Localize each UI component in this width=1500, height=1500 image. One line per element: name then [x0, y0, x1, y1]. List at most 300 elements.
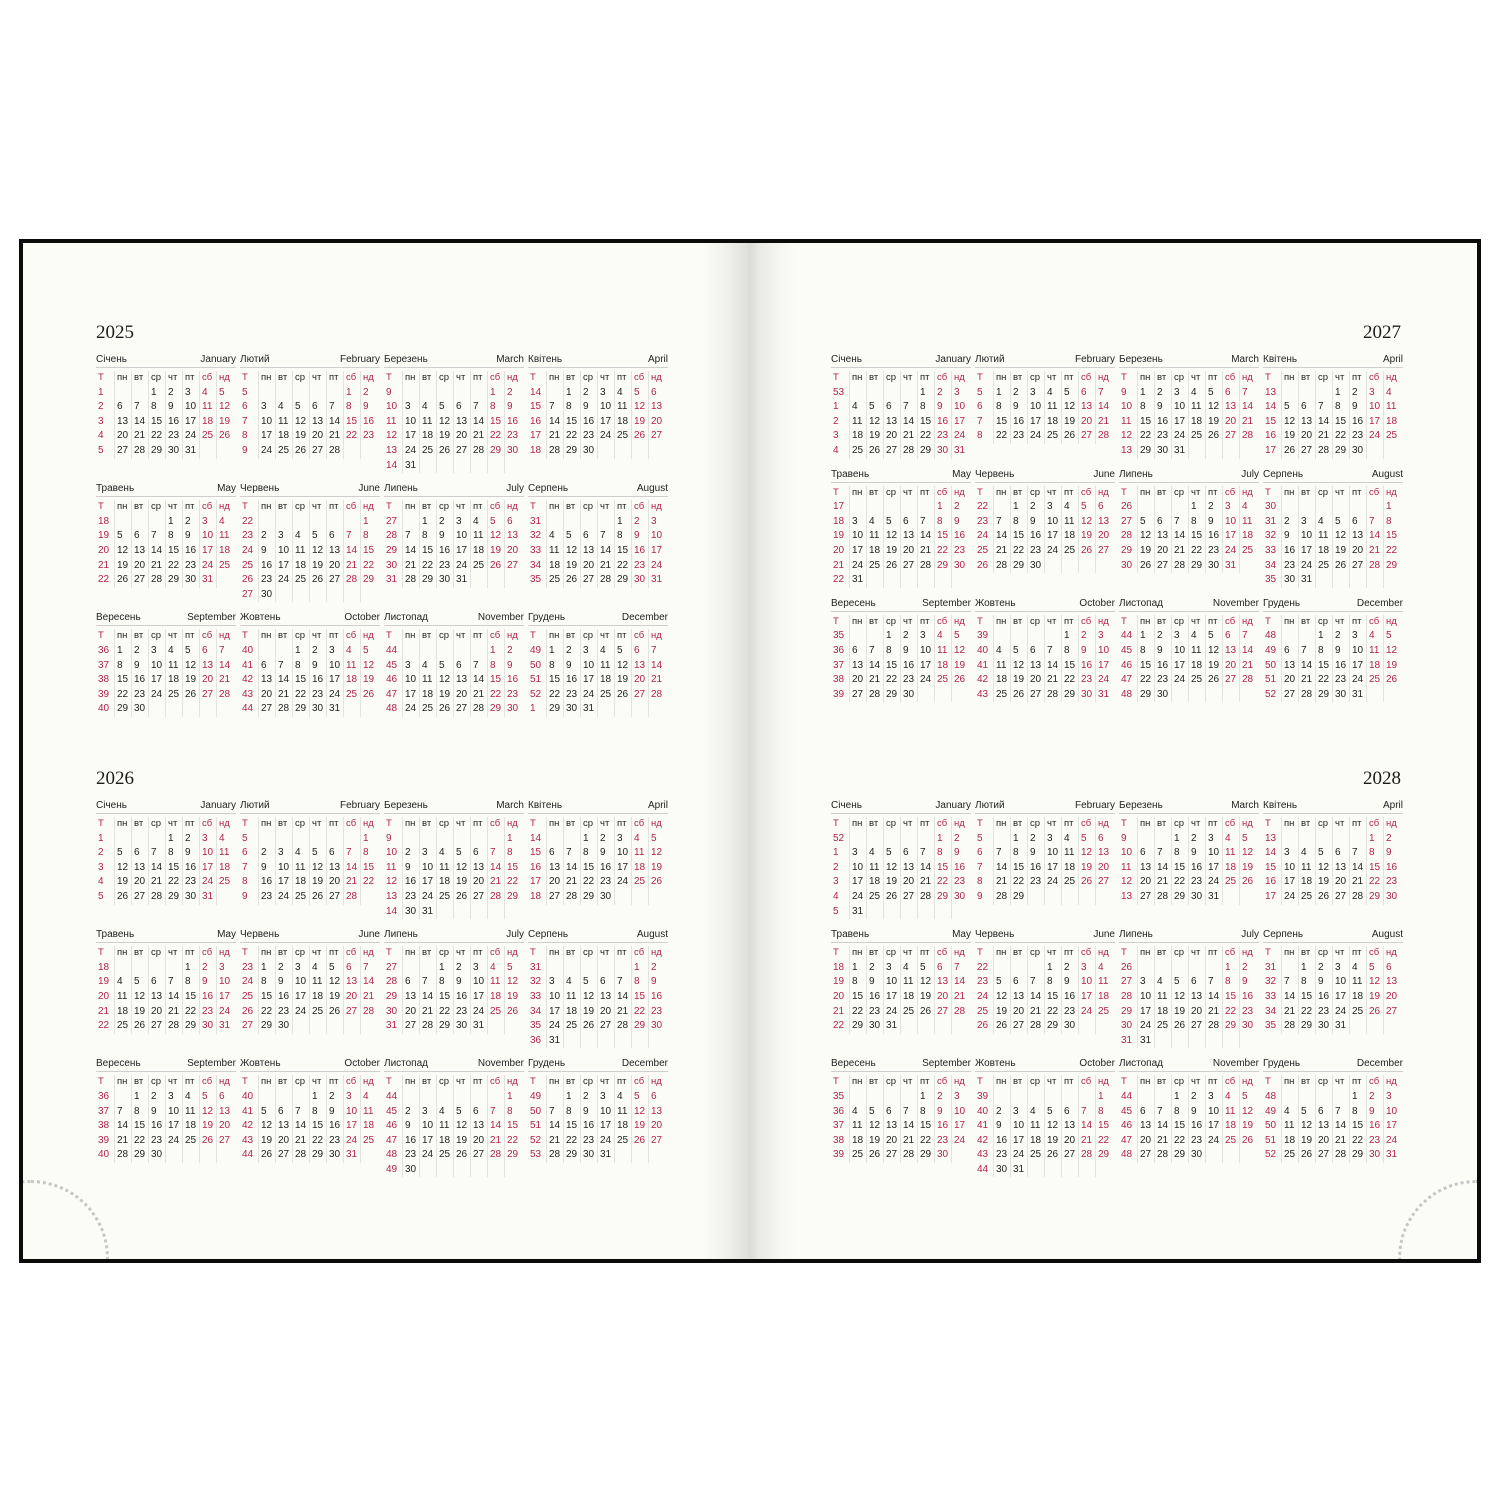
week-number: 42: [242, 1120, 254, 1132]
day-cell: 28: [402, 573, 419, 588]
day-cell: 17: [343, 1119, 360, 1134]
month-name-en: November: [477, 1058, 524, 1070]
week-number: 35: [833, 1090, 845, 1102]
day-cell: 24: [917, 673, 934, 688]
day-cell: 7: [470, 659, 487, 674]
day-cell: 18: [1061, 861, 1078, 876]
day-cell: [993, 1090, 1010, 1105]
months-grid: [831, 353, 1401, 702]
week-number: 31: [530, 961, 542, 973]
day-cell: [199, 702, 216, 717]
day-cell: 28: [1078, 1148, 1095, 1163]
day-cell: [1154, 1090, 1171, 1105]
day-cell: 15: [504, 1119, 521, 1134]
day-cell: 19: [1137, 544, 1154, 559]
weekday-header: ср: [148, 500, 165, 515]
day-cell: 20: [934, 990, 951, 1005]
day-cell: [1349, 573, 1366, 588]
day-cell: 4: [182, 1090, 199, 1105]
day-cell: 13: [275, 1119, 292, 1134]
weekday-header: пт: [182, 500, 199, 515]
day-cell: 5: [631, 1090, 648, 1105]
day-cell: [993, 500, 1010, 515]
week-number: 33: [530, 990, 542, 1002]
week-number: 53: [833, 386, 845, 398]
day-cell: 8: [1298, 975, 1315, 990]
day-cell: 11: [614, 1105, 631, 1120]
day-cell: 13: [1154, 529, 1171, 544]
day-cell: 2: [148, 1090, 165, 1105]
day-cell: 18: [343, 673, 360, 688]
day-cell: 10: [419, 1119, 436, 1134]
month-april: [528, 353, 668, 473]
day-cell: 20: [453, 688, 470, 703]
day-cell: 8: [1383, 515, 1400, 530]
day-cell: 22: [131, 1134, 148, 1149]
day-cell: 29: [1044, 1019, 1061, 1034]
day-cell: 21: [343, 559, 360, 574]
day-cell: [470, 1090, 487, 1105]
day-cell: 20: [199, 673, 216, 688]
day-cell: 8: [343, 400, 360, 415]
day-cell: 3: [402, 659, 419, 674]
week-number: 49: [1265, 1105, 1277, 1117]
day-cell: 9: [148, 1105, 165, 1120]
day-cell: 28: [487, 890, 504, 905]
day-cell: 2: [597, 832, 614, 847]
day-cell: 6: [546, 846, 563, 861]
month-name-en: August: [636, 929, 668, 941]
week-number: 23: [977, 976, 989, 988]
day-cell: 10: [849, 529, 866, 544]
day-cell: 7: [114, 1105, 131, 1120]
day-cell: 8: [504, 1105, 521, 1120]
weekday-header: пн: [546, 629, 563, 644]
day-cell: 29: [504, 1148, 521, 1163]
day-cell: 13: [131, 544, 148, 559]
day-cell: 18: [419, 688, 436, 703]
day-cell: 25: [275, 444, 292, 459]
day-cell: 29: [917, 1148, 934, 1163]
week-number: 34: [530, 1005, 542, 1017]
week-number: 42: [977, 674, 989, 686]
weekday-header: пт: [1061, 946, 1078, 961]
day-cell: 5: [1383, 629, 1400, 644]
day-cell: 24: [1171, 673, 1188, 688]
day-cell: 2: [275, 961, 292, 976]
day-cell: 4: [1222, 1090, 1239, 1105]
week-number: 49: [1265, 644, 1277, 656]
day-cell: 18: [546, 559, 563, 574]
day-cell: 25: [1061, 544, 1078, 559]
week-number: 17: [530, 430, 542, 442]
week-number: 45: [386, 659, 398, 671]
month-divider: [96, 625, 236, 626]
day-cell: 30: [1188, 1148, 1205, 1163]
day-cell: 12: [1044, 1119, 1061, 1134]
day-cell: [917, 573, 934, 588]
weekday-header: нд: [360, 817, 377, 832]
weekday-header: пн: [258, 817, 275, 832]
day-cell: 29: [114, 702, 131, 717]
day-cell: [453, 832, 470, 847]
day-cell: [1315, 832, 1332, 847]
week-number: 2: [98, 847, 104, 859]
day-cell: 6: [1332, 846, 1349, 861]
month-day-grid: [1263, 615, 1403, 703]
day-cell: 18: [849, 429, 866, 444]
day-cell: 3: [597, 1090, 614, 1105]
day-cell: 28: [1171, 559, 1188, 574]
week-number: 18: [833, 961, 845, 973]
day-cell: 6: [326, 846, 343, 861]
day-cell: 7: [1239, 386, 1256, 401]
weekday-header: пт: [1061, 371, 1078, 386]
day-cell: 13: [1281, 659, 1298, 674]
day-cell: 26: [1239, 875, 1256, 890]
day-cell: 23: [504, 429, 521, 444]
day-cell: 23: [1078, 673, 1095, 688]
day-cell: 12: [614, 659, 631, 674]
day-cell: 15: [1366, 861, 1383, 876]
day-cell: 31: [883, 1019, 900, 1034]
day-cell: 20: [1078, 415, 1095, 430]
week-number-header: Т: [98, 818, 104, 829]
week-number: 16: [1265, 876, 1277, 888]
day-cell: 15: [934, 529, 951, 544]
month-day-grid: [240, 629, 380, 717]
day-cell: 25: [1281, 1148, 1298, 1163]
day-cell: 30: [402, 1163, 419, 1178]
day-cell: 11: [1154, 990, 1171, 1005]
month-header: [528, 482, 668, 495]
day-cell: 4: [1281, 1105, 1298, 1120]
day-cell: 30: [900, 688, 917, 703]
day-cell: 4: [1366, 629, 1383, 644]
day-cell: 25: [343, 688, 360, 703]
day-cell: [849, 500, 866, 515]
day-cell: [436, 459, 453, 474]
month-name-en: June: [1093, 468, 1115, 480]
weekday-header: чт: [453, 371, 470, 386]
day-cell: [292, 515, 309, 530]
day-cell: 21: [487, 1134, 504, 1149]
day-cell: 26: [487, 559, 504, 574]
week-number: 40: [98, 703, 110, 715]
day-cell: 2: [1154, 629, 1171, 644]
day-cell: 18: [614, 1119, 631, 1134]
month-name-en: June: [1093, 929, 1115, 941]
day-cell: 17: [1222, 529, 1239, 544]
day-cell: 8: [546, 659, 563, 674]
day-cell: 24: [470, 1005, 487, 1020]
day-cell: [343, 444, 360, 459]
weekday-header: пн: [993, 1075, 1010, 1090]
day-cell: 8: [1188, 515, 1205, 530]
weekday-header: вт: [1298, 371, 1315, 386]
day-cell: 3: [1095, 629, 1112, 644]
week-number: 44: [1121, 630, 1133, 642]
day-cell: 6: [1315, 1105, 1332, 1120]
weekday-header: вт: [866, 615, 883, 630]
day-cell: [453, 459, 470, 474]
week-number: 44: [386, 1090, 398, 1102]
day-cell: 27: [216, 1134, 233, 1149]
day-cell: 6: [1095, 832, 1112, 847]
day-cell: 8: [993, 400, 1010, 415]
day-cell: 1: [309, 1090, 326, 1105]
month-february: [975, 353, 1115, 459]
day-cell: 8: [934, 846, 951, 861]
weekday-header: пт: [1205, 486, 1222, 501]
day-cell: [419, 644, 436, 659]
day-cell: 10: [258, 415, 275, 430]
day-cell: [1078, 1163, 1095, 1178]
day-cell: 25: [1298, 890, 1315, 905]
day-cell: 24: [1332, 1005, 1349, 1020]
day-cell: 7: [1349, 846, 1366, 861]
day-cell: 22: [917, 429, 934, 444]
day-cell: 17: [216, 990, 233, 1005]
day-cell: 14: [470, 673, 487, 688]
day-cell: [934, 905, 951, 920]
weekday-header: нд: [951, 615, 968, 630]
day-cell: 20: [648, 415, 665, 430]
weekday-header: сб: [487, 946, 504, 961]
week-number: 29: [1121, 1005, 1133, 1017]
day-cell: 9: [580, 400, 597, 415]
day-cell: 23: [165, 429, 182, 444]
week-number: 6: [977, 401, 983, 413]
day-cell: 6: [1078, 386, 1095, 401]
day-cell: 15: [1061, 659, 1078, 674]
month-day-grid: [1119, 817, 1259, 905]
day-cell: 6: [1383, 961, 1400, 976]
day-cell: 30: [1078, 688, 1095, 703]
day-cell: 3: [1044, 832, 1061, 847]
month-divider: [1119, 942, 1259, 943]
day-cell: 21: [546, 1134, 563, 1149]
day-cell: [258, 1090, 275, 1105]
day-cell: 24: [1298, 559, 1315, 574]
day-cell: 11: [900, 975, 917, 990]
day-cell: 9: [1315, 975, 1332, 990]
day-cell: 26: [1171, 1019, 1188, 1034]
month-may: [96, 928, 236, 1048]
week-number: 11: [386, 415, 397, 427]
day-cell: [343, 702, 360, 717]
month-day-grid: [1263, 486, 1403, 588]
day-cell: [993, 629, 1010, 644]
day-cell: 17: [546, 1005, 563, 1020]
day-cell: 2: [563, 644, 580, 659]
day-cell: 29: [165, 890, 182, 905]
day-cell: [419, 1090, 436, 1105]
day-cell: [1239, 688, 1256, 703]
weekday-header: ср: [580, 629, 597, 644]
day-cell: 10: [951, 1105, 968, 1120]
day-cell: 6: [580, 529, 597, 544]
day-cell: 30: [1061, 1019, 1078, 1034]
week-number: 39: [98, 688, 110, 700]
week-number: 41: [977, 659, 989, 671]
day-cell: 31: [199, 573, 216, 588]
month-header: [1263, 597, 1403, 610]
day-cell: 19: [114, 559, 131, 574]
day-cell: 17: [275, 875, 292, 890]
day-cell: 4: [436, 846, 453, 861]
day-cell: 11: [470, 529, 487, 544]
weekday-header: чт: [900, 615, 917, 630]
day-cell: 5: [1315, 846, 1332, 861]
week-number: 20: [98, 990, 110, 1002]
day-cell: 15: [487, 415, 504, 430]
months-grid: [96, 353, 666, 717]
day-cell: [580, 961, 597, 976]
day-cell: 15: [883, 659, 900, 674]
week-number: 9: [1121, 832, 1127, 844]
day-cell: 27: [1010, 1019, 1027, 1034]
weekday-header: сб: [1222, 486, 1239, 501]
day-cell: [1078, 1019, 1095, 1034]
week-number: 38: [98, 674, 110, 686]
weekday-header: чт: [1332, 371, 1349, 386]
week-number: 9: [242, 444, 248, 456]
months-grid: [831, 799, 1401, 1177]
month-name-ua: Травень: [831, 468, 870, 480]
week-number: 25: [242, 559, 254, 571]
day-cell: [1171, 688, 1188, 703]
day-cell: [309, 588, 326, 603]
day-cell: 15: [165, 861, 182, 876]
day-cell: 6: [1222, 386, 1239, 401]
day-cell: [199, 1148, 216, 1163]
day-cell: 23: [1349, 429, 1366, 444]
day-cell: 23: [199, 1005, 216, 1020]
day-cell: [883, 386, 900, 401]
month-name-en: October: [1079, 597, 1115, 609]
day-cell: 20: [114, 429, 131, 444]
month-name-en: March: [1231, 800, 1259, 811]
day-cell: 10: [1171, 644, 1188, 659]
day-cell: 1: [487, 644, 504, 659]
weekday-header: пн: [1137, 817, 1154, 832]
month-september: [831, 1057, 971, 1177]
weekday-header: чт: [453, 629, 470, 644]
day-cell: 21: [1154, 1134, 1171, 1149]
day-cell: [275, 1090, 292, 1105]
day-cell: 2: [1239, 961, 1256, 976]
day-cell: 11: [597, 659, 614, 674]
day-cell: 14: [470, 415, 487, 430]
weekday-header: ср: [1315, 371, 1332, 386]
week-number: 23: [242, 530, 254, 542]
day-cell: [487, 1090, 504, 1105]
day-cell: 5: [114, 529, 131, 544]
day-cell: 28: [275, 702, 292, 717]
day-cell: [1027, 890, 1044, 905]
weekday-header: нд: [216, 946, 233, 961]
day-cell: 8: [1061, 644, 1078, 659]
month-divider: [384, 942, 524, 943]
month-header: [384, 611, 524, 624]
weekday-header: нд: [1383, 615, 1400, 630]
day-cell: 22: [1366, 875, 1383, 890]
weekday-header: пт: [614, 817, 631, 832]
day-cell: 26: [866, 444, 883, 459]
day-cell: 18: [1061, 529, 1078, 544]
day-cell: 19: [258, 1134, 275, 1149]
day-cell: 21: [165, 1005, 182, 1020]
month-name-ua: Жовтень: [240, 1058, 281, 1070]
day-cell: [114, 386, 131, 401]
day-cell: 19: [563, 559, 580, 574]
day-cell: 23: [182, 559, 199, 574]
day-cell: 28: [1298, 688, 1315, 703]
month-name-ua: Квітень: [528, 354, 563, 365]
day-cell: 11: [993, 659, 1010, 674]
month-name-ua: Березень: [384, 800, 428, 811]
day-cell: 25: [934, 673, 951, 688]
day-cell: 29: [182, 1019, 199, 1034]
day-cell: 2: [326, 1090, 343, 1105]
week-number: 36: [98, 644, 110, 656]
week-number: 32: [1265, 530, 1277, 542]
day-cell: 22: [934, 544, 951, 559]
month-october: [240, 611, 380, 717]
day-cell: 6: [470, 1105, 487, 1120]
day-cell: 4: [866, 846, 883, 861]
month-header: [831, 597, 971, 610]
weekday-header: сб: [199, 1075, 216, 1090]
day-cell: 24: [1281, 890, 1298, 905]
day-cell: [917, 688, 934, 703]
week-number: 17: [1265, 444, 1277, 456]
month-name-ua: Квітень: [528, 800, 563, 811]
day-cell: 14: [951, 975, 968, 990]
day-cell: 21: [900, 1134, 917, 1149]
day-cell: 20: [1188, 1005, 1205, 1020]
day-cell: [883, 573, 900, 588]
month-header: [528, 353, 668, 366]
week-number: 46: [386, 1120, 398, 1132]
weekday-header: чт: [165, 371, 182, 386]
day-cell: 14: [917, 861, 934, 876]
day-cell: 28: [487, 1148, 504, 1163]
weekday-header: вт: [275, 500, 292, 515]
weekday-header: пт: [1061, 1075, 1078, 1090]
weekday-header: вт: [1010, 486, 1027, 501]
weekday-header: пн: [546, 500, 563, 515]
day-cell: 21: [148, 559, 165, 574]
week-number: 41: [242, 659, 254, 671]
day-cell: 24: [1349, 673, 1366, 688]
month-header: [96, 353, 236, 366]
day-cell: 5: [1061, 386, 1078, 401]
day-cell: 9: [580, 1105, 597, 1120]
day-cell: 29: [917, 444, 934, 459]
month-day-grid: [528, 817, 668, 905]
day-cell: 23: [934, 1134, 951, 1149]
day-cell: 20: [1222, 415, 1239, 430]
day-cell: 15: [114, 673, 131, 688]
week-number: 9: [1121, 386, 1127, 398]
weekday-header: чт: [165, 817, 182, 832]
day-cell: 5: [917, 961, 934, 976]
day-cell: 21: [597, 559, 614, 574]
weekday-header: нд: [360, 1075, 377, 1090]
week-number: 15: [530, 847, 542, 859]
